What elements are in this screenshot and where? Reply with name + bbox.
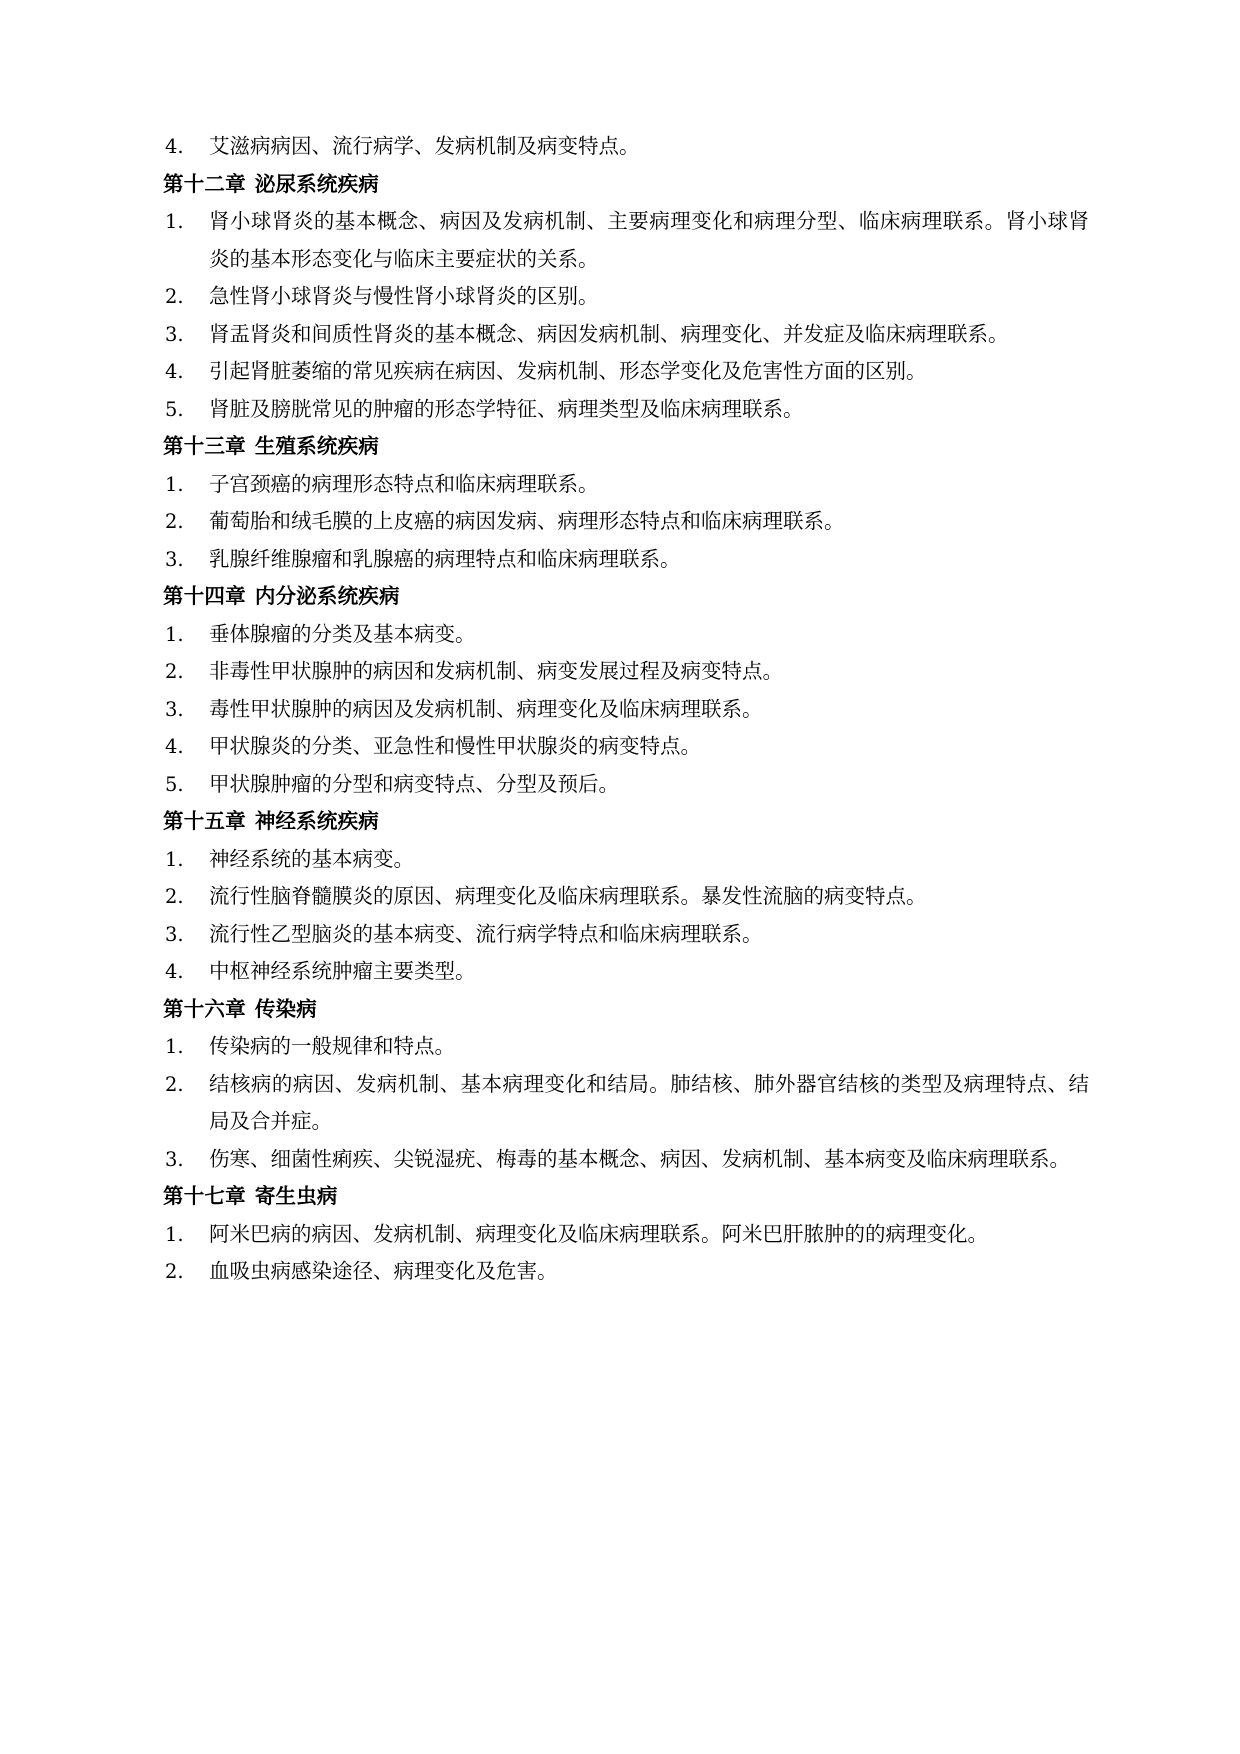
list-item: [163, 353, 1089, 391]
chapter-number: 第十七章: [163, 1184, 246, 1208]
list-item-number: 4.: [165, 960, 184, 983]
chapter-title: 神经系统疾病: [254, 809, 380, 833]
list-item: [163, 466, 1089, 504]
chapter-title: 生殖系统疾病: [254, 434, 380, 458]
list-item-number: 1.: [165, 210, 184, 233]
list-item-number: 2.: [165, 1072, 184, 1096]
list-item-text: 流行性脑脊髓膜炎的原因、病理变化及临床病理联系。暴发性流脑的病变特点。: [209, 884, 927, 908]
chapter-heading: [163, 428, 1089, 466]
list-item-number: 4.: [165, 735, 184, 758]
chapter-heading: [163, 991, 1089, 1029]
list-item: [163, 503, 1089, 541]
list-item-text: 甲状腺肿瘤的分型和病变特点、分型及预后。: [209, 771, 619, 796]
list-item-number: 3.: [165, 547, 184, 571]
list-item: [163, 541, 1089, 579]
list-item: [163, 1028, 1089, 1066]
list-item: [163, 766, 1089, 804]
list-item-number: 3.: [165, 1147, 184, 1171]
chapter-title: 传染病: [254, 996, 317, 1021]
list-item: [163, 1253, 1089, 1291]
list-item-text: 甲状腺炎的分类、亚急性和慢性甲状腺炎的病变特点。: [209, 734, 701, 758]
list-item-number: 4.: [165, 135, 184, 158]
list-item-number: 2.: [165, 510, 184, 533]
list-item-text: 神经系统的基本病变。: [209, 846, 414, 871]
list-item-number: 1.: [165, 472, 184, 496]
list-item-text: 引起肾脏萎缩的常见疾病在病因、发病机制、形态学变化及危害性方面的区别。: [209, 359, 927, 383]
list-item-text: 中枢神经系统肿瘤主要类型。: [209, 959, 476, 983]
list-item-number: 2.: [165, 660, 184, 683]
list-item-number: 1.: [165, 622, 184, 646]
list-item: [163, 616, 1089, 654]
list-item-number: 1.: [165, 1035, 184, 1058]
chapter-heading: [163, 803, 1089, 841]
list-item-number: 4.: [165, 360, 184, 383]
list-item-number: 5.: [165, 772, 184, 796]
list-item: [163, 203, 1089, 278]
list-item-text: 肾盂肾炎和间质性肾炎的基本概念、病因发病机制、病理变化、并发症及临床病理联系。: [209, 321, 1009, 346]
list-item: [163, 916, 1089, 954]
list-item-text: 肾脏及膀胱常见的肿瘤的形态学特征、病理类型及临床病理联系。: [209, 396, 804, 421]
list-item: [163, 1141, 1089, 1179]
list-item-text: 毒性甲状腺肿的病因及发病机制、病理变化及临床病理联系。: [209, 696, 763, 721]
list-item-text: 葡萄胎和绒毛膜的上皮癌的病因发病、病理形态特点和临床病理联系。: [209, 509, 845, 533]
list-item-text: 子宫颈癌的病理形态特点和临床病理联系。: [209, 471, 599, 496]
chapter-number: 第十六章: [163, 996, 246, 1021]
list-item-text: 肾小球肾炎的基本概念、病因及发病机制、主要病理变化和病理分型、临床病理联系。肾小球肾炎的基本形态变化与临床主要症状的关系。: [209, 209, 1089, 271]
chapter-heading: [163, 166, 1089, 204]
chapter-number: 第十三章: [163, 434, 246, 458]
list-item-text: 阿米巴病的病因、发病机制、病理变化及临床病理联系。阿米巴肝脓肿的的病理变化。: [209, 1221, 988, 1246]
list-item-text: 结核病的病因、发病机制、基本病理变化和结局。肺结核、肺外器官结核的类型及病理特点、结局及合并症。: [209, 1071, 1089, 1133]
list-item-number: 1.: [165, 1222, 184, 1246]
chapter-heading: [163, 578, 1089, 616]
list-item-text: 流行性乙型脑炎的基本病变、流行病学特点和临床病理联系。: [209, 921, 763, 946]
list-item: [163, 841, 1089, 879]
list-item-text: 乳腺纤维腺瘤和乳腺癌的病理特点和临床病理联系。: [209, 546, 681, 571]
list-item-text: 非毒性甲状腺肿的病因和发病机制、病变发展过程及病变特点。: [209, 659, 783, 683]
list-item: [163, 1066, 1089, 1141]
list-item-number: 2.: [165, 1260, 184, 1283]
list-item-number: 3.: [165, 322, 184, 346]
chapter-number: 第十二章: [163, 171, 246, 196]
list-item: [163, 953, 1089, 991]
document-body: [163, 128, 1089, 1291]
list-item: [163, 691, 1089, 729]
list-item: [163, 278, 1089, 316]
list-item: [163, 878, 1089, 916]
list-item: [163, 128, 1089, 166]
list-item-text: 传染病的一般规律和特点。: [209, 1034, 455, 1058]
list-item: [163, 653, 1089, 691]
list-item: [163, 1216, 1089, 1254]
list-item-number: 2.: [165, 285, 184, 308]
chapter-title: 寄生虫病: [254, 1184, 338, 1208]
list-item-number: 5.: [165, 397, 184, 421]
list-item-number: 1.: [165, 847, 184, 871]
list-item: [163, 728, 1089, 766]
chapter-number: 第十四章: [163, 584, 246, 608]
list-item-number: 3.: [165, 922, 184, 946]
list-item-number: 2.: [165, 885, 184, 908]
list-item-text: 血吸虫病感染途径、病理变化及危害。: [209, 1259, 558, 1283]
list-item-text: 急性肾小球肾炎与慢性肾小球肾炎的区别。: [209, 284, 599, 308]
chapter-number: 第十五章: [163, 809, 246, 833]
list-item: [163, 391, 1089, 429]
list-item-text: 艾滋病病因、流行病学、发病机制及病变特点。: [209, 134, 640, 158]
list-item-number: 3.: [165, 697, 184, 721]
chapter-title: 泌尿系统疾病: [254, 171, 380, 196]
list-item-text: 伤寒、细菌性痢疾、尖锐湿疣、梅毒的基本概念、病因、发病机制、基本病变及临床病理联系。: [209, 1146, 1070, 1171]
chapter-heading: [163, 1178, 1089, 1216]
chapter-title: 内分泌系统疾病: [254, 584, 400, 608]
list-item: [163, 316, 1089, 354]
list-item-text: 垂体腺瘤的分类及基本病变。: [209, 621, 476, 646]
